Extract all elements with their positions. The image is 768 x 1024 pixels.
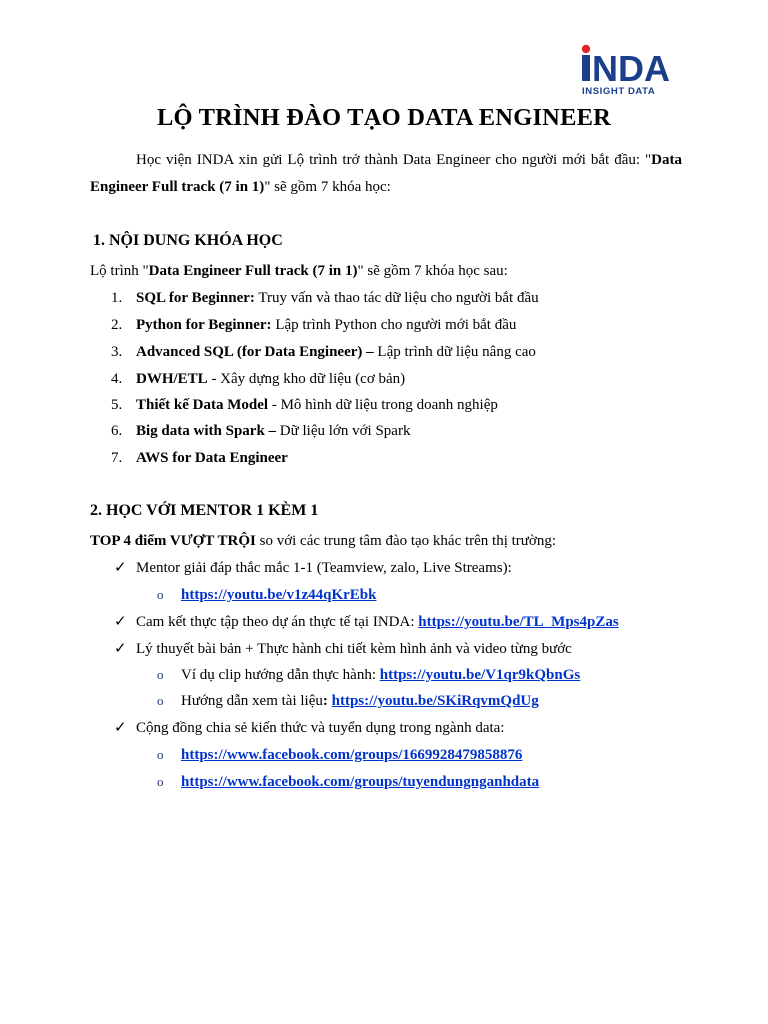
course-item: Big data with Spark – Dữ liệu lớn với Spark: [136, 423, 411, 439]
checkmark-icon: ✓: [114, 560, 127, 576]
example-video-link[interactable]: https://youtu.be/V1qr9kQbnGs: [379, 667, 581, 683]
logo-brand-text: NDA: [592, 48, 670, 89]
course-item: Python for Beginner: Lập trình Python cho người mới bắt đầu: [136, 317, 517, 333]
section2-lead: TOP 4 điểm VƯỢT TRỘI so với các trung tâm đào tạo khác trên thị trường:: [90, 533, 557, 549]
inda-logo-mark: [578, 44, 680, 96]
course-number: 7.: [111, 450, 123, 466]
checkmark-icon: ✓: [114, 641, 127, 657]
docs-row: Hướng dẫn xem tài liệu: https://youtu.be/SKiRqvmQdUg: [181, 693, 539, 709]
intro-text: Học viện INDA xin gửi Lộ trình trở thành Data Engineer cho người mới bắt đầu: ": [136, 152, 652, 168]
mentor-link-row: [181, 585, 376, 605]
page-title: LỘ TRÌNH ĐÀO TẠO DATA ENGINEER: [156, 104, 612, 131]
intro-bold: Data Engineer Full track (7 in 1): [90, 152, 682, 195]
section2-heading: 2. HỌC VỚI MENTOR 1 KÈM 1: [90, 502, 319, 519]
mentor-video-link[interactable]: https://youtu.be/v1z44qKrEbk: [181, 587, 377, 603]
section1-heading: 1. NỘI DUNG KHÓA HỌC: [93, 232, 283, 249]
course-item: AWS for Data Engineer: [136, 450, 288, 466]
circle-bullet-icon: o: [157, 587, 164, 602]
benefit-community: Cộng đồng chia sẻ kiến thức và tuyển dụng trong ngành data:: [136, 720, 505, 736]
course-item: SQL for Beginner: Truy vấn và thao tác dữ liệu cho người bắt đầu: [136, 290, 539, 306]
course-number: 5.: [111, 397, 123, 413]
example-row: Ví dụ clip hướng dẫn thực hành: https://youtu.be/V1qr9kQbnGs: [181, 667, 581, 683]
course-number: 4.: [111, 371, 123, 387]
course-item: Thiết kế Data Model - Mô hình dữ liệu trong doanh nghiệp: [136, 397, 498, 413]
course-item: DWH/ETL - Xây dựng kho dữ liệu (cơ bản): [136, 371, 406, 387]
benefit-theory: Lý thuyết bài bản + Thực hành chi tiết kèm hình ảnh và video từng bước: [136, 641, 572, 657]
checkmark-icon: ✓: [114, 614, 127, 630]
circle-bullet-icon: o: [157, 667, 164, 682]
benefit-internship: Cam kết thực tập theo dự án thực tế tại INDA: https://youtu.be/TL_Mps4pZas: [136, 614, 619, 630]
section1-lead: Lộ trình "Data Engineer Full track (7 in 1)" sẽ gồm 7 khóa học sau:: [90, 263, 508, 279]
circle-bullet-icon: o: [157, 774, 164, 789]
facebook-group-link-2[interactable]: https://www.facebook.com/groups/tuyendungnganhdata: [181, 774, 540, 790]
docs-video-link[interactable]: https://youtu.be/SKiRqvmQdUg: [331, 693, 539, 709]
internship-video-link[interactable]: https://youtu.be/TL_Mps4pZas: [418, 614, 619, 630]
course-item: Advanced SQL (for Data Engineer) – Lập trình dữ liệu nâng cao: [136, 344, 536, 360]
circle-bullet-icon: o: [157, 747, 164, 762]
intro-text-end: " sẽ gồm 7 khóa học:: [264, 179, 391, 195]
course-number: 1.: [111, 290, 123, 306]
course-number: 6.: [111, 423, 123, 439]
inda-logo: [578, 44, 680, 96]
facebook-group-link-1[interactable]: https://www.facebook.com/groups/1669928479858876: [181, 747, 523, 763]
benefit-mentor: Mentor giải đáp thắc mắc 1-1 (Teamview, zalo, Live Streams):: [136, 560, 512, 576]
course-number: 3.: [111, 344, 123, 360]
checkmark-icon: ✓: [114, 720, 127, 736]
fb-link-row-2: [181, 772, 539, 792]
fb-link-row-1: [181, 745, 522, 765]
logo-tagline: INSIGHT DATA: [582, 86, 656, 96]
circle-bullet-icon: o: [157, 693, 164, 708]
course-number: 2.: [111, 317, 123, 333]
intro-paragraph: [90, 147, 682, 201]
